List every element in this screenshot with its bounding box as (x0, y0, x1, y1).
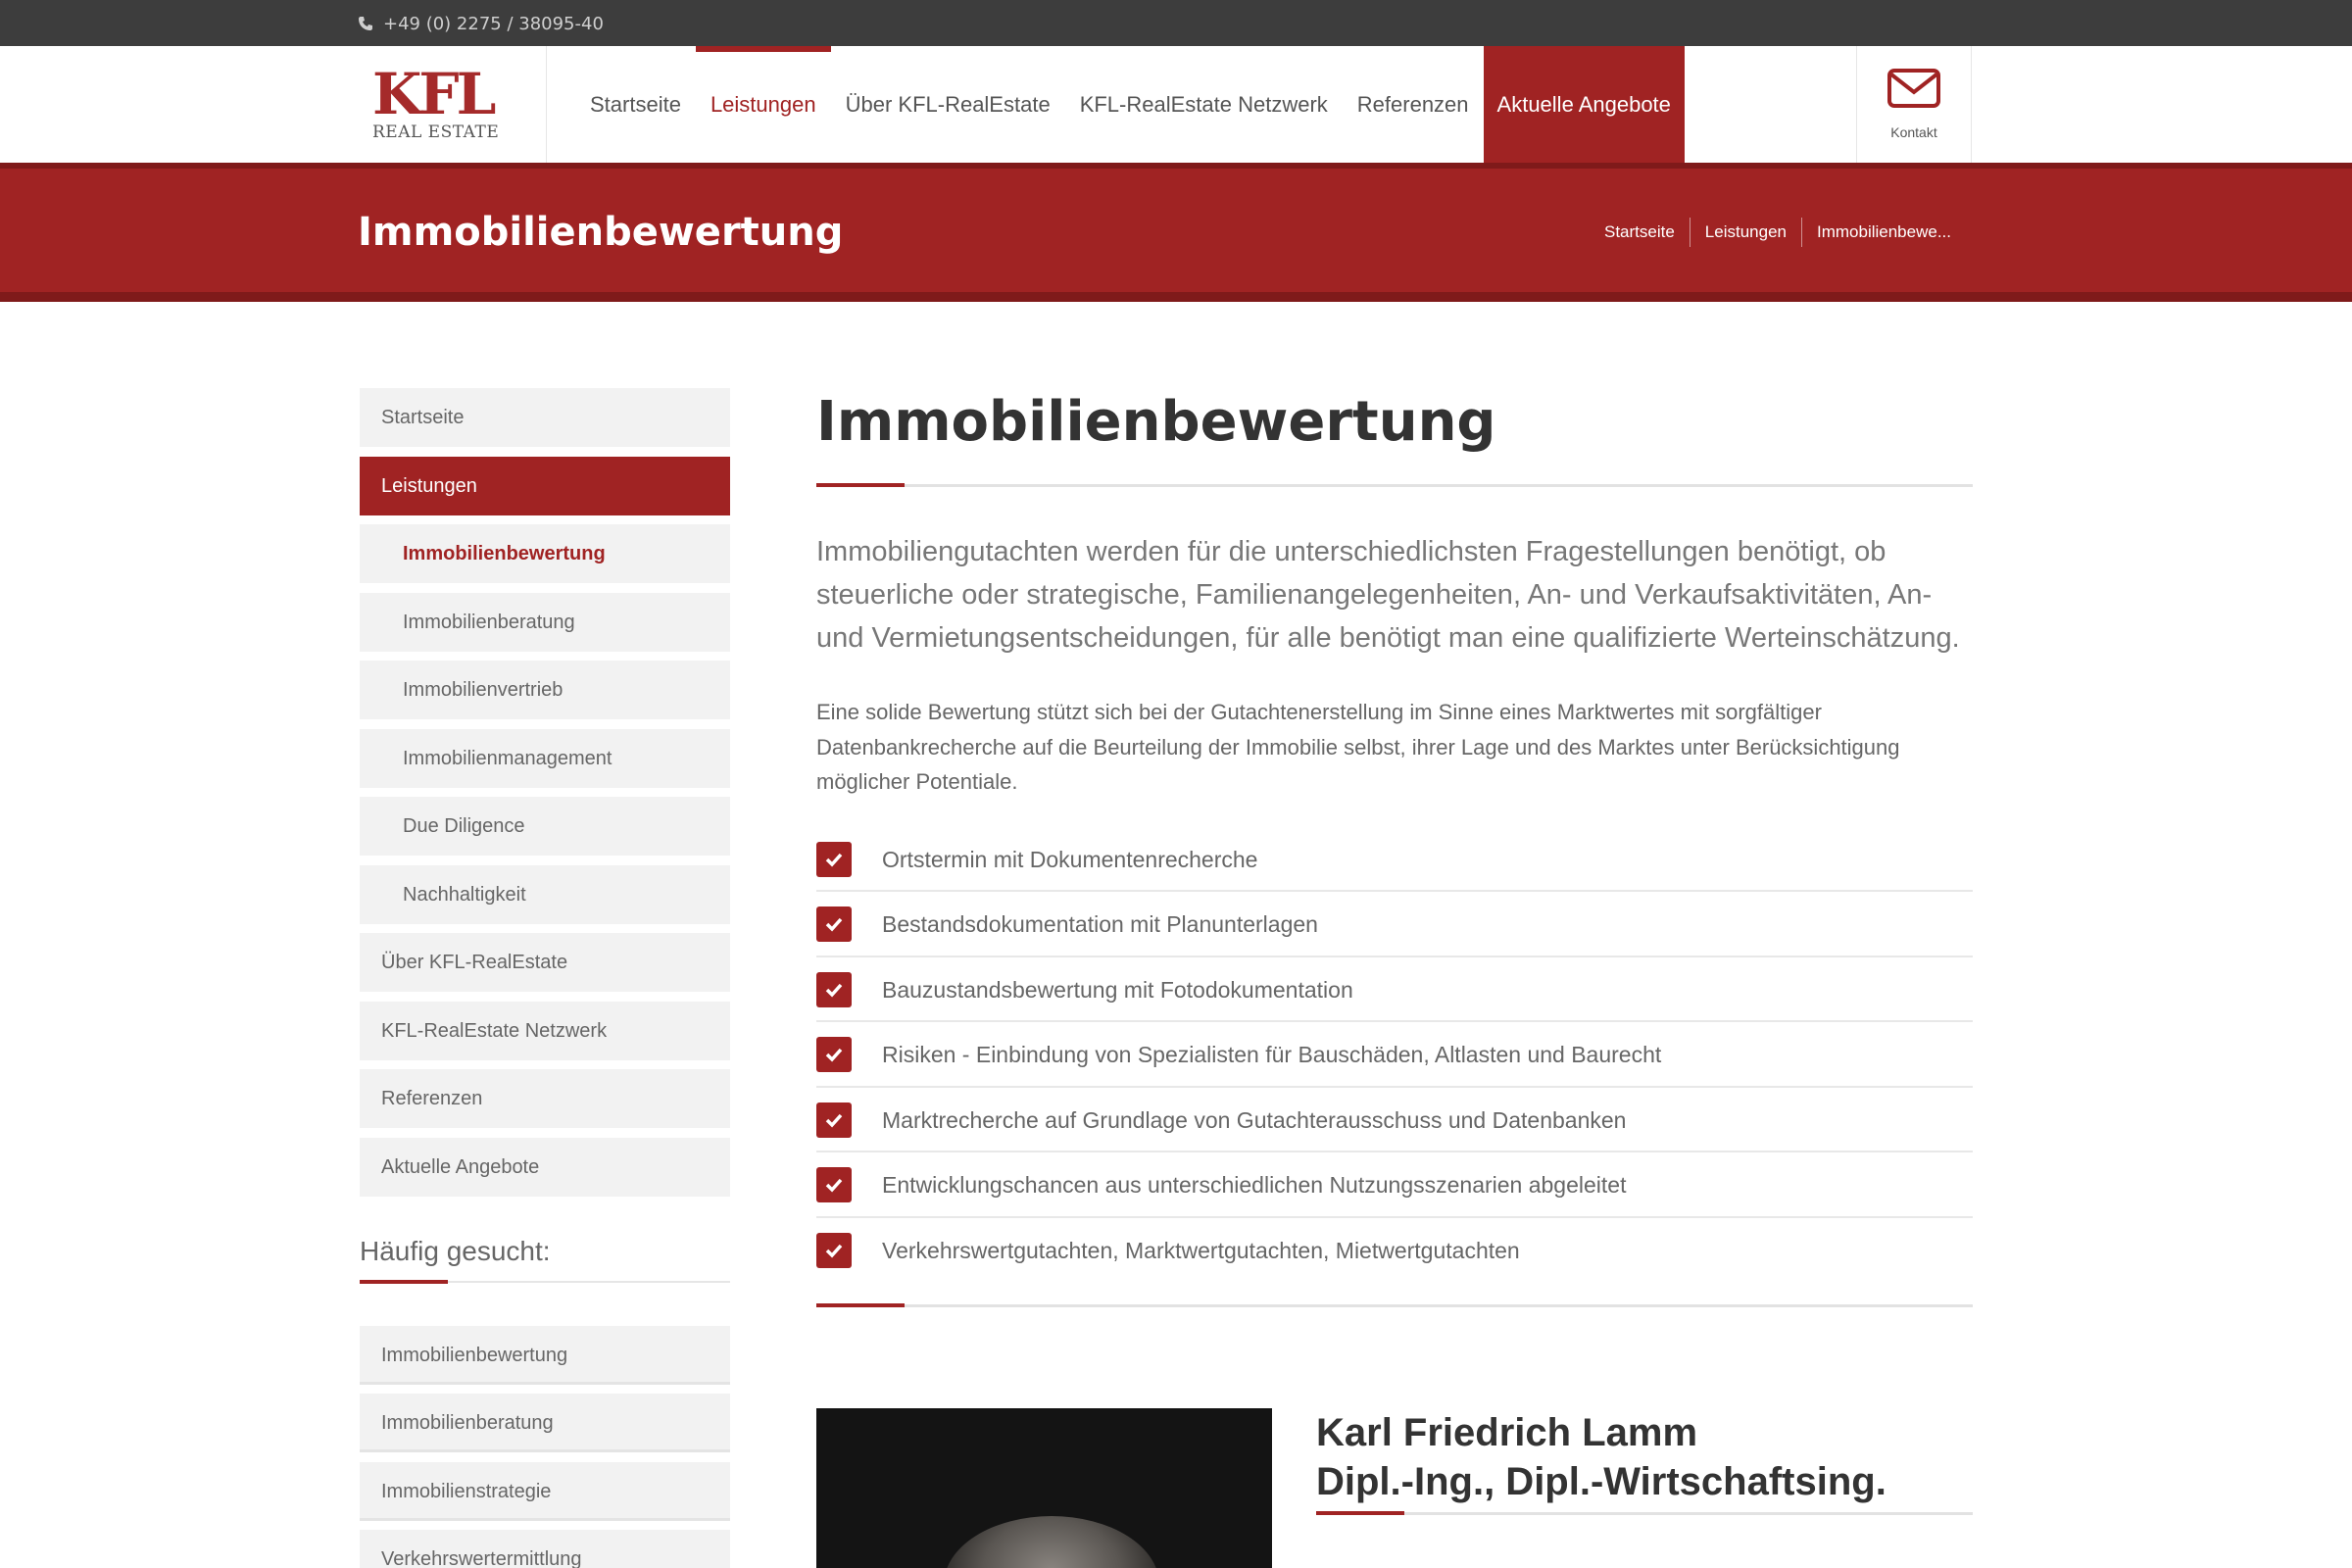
nav-referenzen[interactable]: Referenzen (1356, 92, 1469, 117)
header-divider (546, 46, 547, 163)
nav-netzwerk[interactable]: KFL-RealEstate Netzwerk (1079, 92, 1328, 117)
checklist (816, 827, 1973, 1284)
sidebar-item-netzwerk[interactable]: KFL-RealEstate Netzwerk (360, 1002, 730, 1060)
person-title: Dipl.-Ing., Dipl.-Wirtschaftsing. (1316, 1460, 1886, 1503)
contact-label: Kontakt (1890, 124, 1937, 140)
phone-icon (358, 16, 373, 31)
page-title: Immobilienbewertung (358, 210, 844, 255)
check-icon (816, 1233, 852, 1268)
sidebar-item-due-diligence[interactable]: Due Diligence (360, 797, 730, 856)
main-nav (575, 46, 1685, 163)
breadcrumb (1590, 218, 1966, 247)
sidebar-item-nachhaltigkeit[interactable]: Nachhaltigkeit (360, 865, 730, 924)
body-paragraph: Eine solide Bewertung stützt sich bei der Gutachtenerstellung im Sinne eines Marktwertes mit sorgfältiger Datenbankrecherche auf die Beurteilung der Immobilie selbst, ihrer Lage und des Marktes unter Berücksichtigung möglicher Potentiale. (816, 700, 1900, 794)
nav-ueber[interactable]: Über KFL-RealEstate (845, 92, 1051, 117)
check-icon (816, 1167, 852, 1202)
top-bar (0, 0, 2352, 46)
page-title-band (0, 163, 2352, 302)
main-content (816, 388, 1973, 1307)
person-name: Karl Friedrich Lamm (1316, 1411, 1698, 1454)
nav-aktuelle-angebote[interactable]: Aktuelle Angebote (1484, 46, 1685, 163)
checklist-item (816, 1088, 1973, 1153)
person-photo-head (944, 1516, 1159, 1568)
site-header (0, 46, 2352, 163)
breadcrumb-item[interactable]: Startseite (1603, 222, 1675, 241)
logo-main: KFL (372, 61, 494, 127)
checklist-text: Ortstermin mit Dokumentenrecherche (882, 846, 1258, 872)
sidebar-item-leistungen[interactable]: Leistungen (360, 457, 730, 515)
heading-divider (816, 484, 1973, 487)
lead-paragraph: Immobiliengutachten werden für die unterschiedlichsten Fragestellungen benötigt, ob steuerliche oder strategische, Familienangelegenheiten, An- und Verkaufsaktivitäten, An- und Vermietungsentscheidungen, für alle benötigt man eine qualifizierte Werteinschätzung. (816, 536, 1960, 654)
phone-number[interactable]: +49 (0) 2275 / 38095-40 (383, 13, 604, 34)
nav-startseite[interactable]: Startseite (590, 92, 681, 117)
person-photo (816, 1408, 1272, 1568)
sidebar-item-aktuelle-angebote[interactable]: Aktuelle Angebote (360, 1138, 730, 1197)
checklist-item (816, 957, 1973, 1023)
sidebar-item-startseite[interactable]: Startseite (360, 388, 730, 447)
nav-leistungen[interactable]: Leistungen (696, 46, 831, 163)
checklist-item (816, 827, 1973, 893)
contact-button[interactable] (1857, 46, 1971, 163)
checklist-item (816, 1152, 1973, 1218)
person-section (816, 1408, 1973, 1568)
frequent-item[interactable]: Immobilienstrategie (360, 1462, 730, 1521)
sidebar-item-immobilienvertrieb[interactable]: Immobilienvertrieb (360, 661, 730, 719)
checklist-text: Verkehrswertgutachten, Marktwertgutachten, Mietwertgutachten (882, 1237, 1520, 1263)
sidebar-item-immobilienbewertung[interactable]: Immobilienbewertung (360, 524, 730, 583)
check-icon (816, 1102, 852, 1138)
logo[interactable] (372, 61, 510, 144)
header-divider (1971, 46, 1972, 163)
person-divider (1316, 1512, 1973, 1515)
frequent-heading: Häufig gesucht: (360, 1236, 730, 1283)
phone-contact[interactable] (358, 13, 604, 34)
checklist-item (816, 892, 1973, 957)
frequent-item[interactable]: Verkehrswertermittlung (360, 1530, 730, 1568)
check-icon (816, 842, 852, 877)
check-icon (816, 1037, 852, 1072)
sidebar-item-referenzen[interactable]: Referenzen (360, 1069, 730, 1128)
checklist-item (816, 1022, 1973, 1088)
check-icon (816, 906, 852, 942)
envelope-icon (1886, 68, 1941, 109)
logo-sub: REAL ESTATE (372, 122, 500, 142)
checklist-text: Risiken - Einbindung von Spezialisten für Bauschäden, Altlasten und Baurecht (882, 1042, 1662, 1067)
breadcrumb-item: Immobilienbewe... (1801, 218, 1966, 247)
breadcrumb-item[interactable]: Leistungen (1690, 218, 1801, 247)
checklist-item (816, 1218, 1973, 1284)
checklist-text: Bauzustandsbewertung mit Fotodokumentation (882, 976, 1353, 1003)
frequent-item[interactable]: Immobilienbewertung (360, 1326, 730, 1385)
checklist-text: Entwicklungschancen aus unterschiedlichen Nutzungsszenarien abgeleitet (882, 1172, 1627, 1198)
frequent-list (360, 1326, 730, 1568)
person-name-block (1316, 1408, 1886, 1506)
content-heading: Immobilienbewertung (816, 390, 1496, 454)
section-divider (816, 1304, 1973, 1307)
checklist-text: Bestandsdokumentation mit Planunterlagen (882, 911, 1318, 937)
check-icon (816, 972, 852, 1007)
frequent-item[interactable]: Immobilienberatung (360, 1394, 730, 1452)
sidebar-item-immobilienberatung[interactable]: Immobilienberatung (360, 593, 730, 652)
sidebar-item-ueber[interactable]: Über KFL-RealEstate (360, 933, 730, 992)
checklist-text: Marktrecherche auf Grundlage von Gutachterausschuss und Datenbanken (882, 1106, 1627, 1133)
sidebar (360, 388, 730, 1568)
sidebar-item-immobilienmanagement[interactable]: Immobilienmanagement (360, 729, 730, 788)
